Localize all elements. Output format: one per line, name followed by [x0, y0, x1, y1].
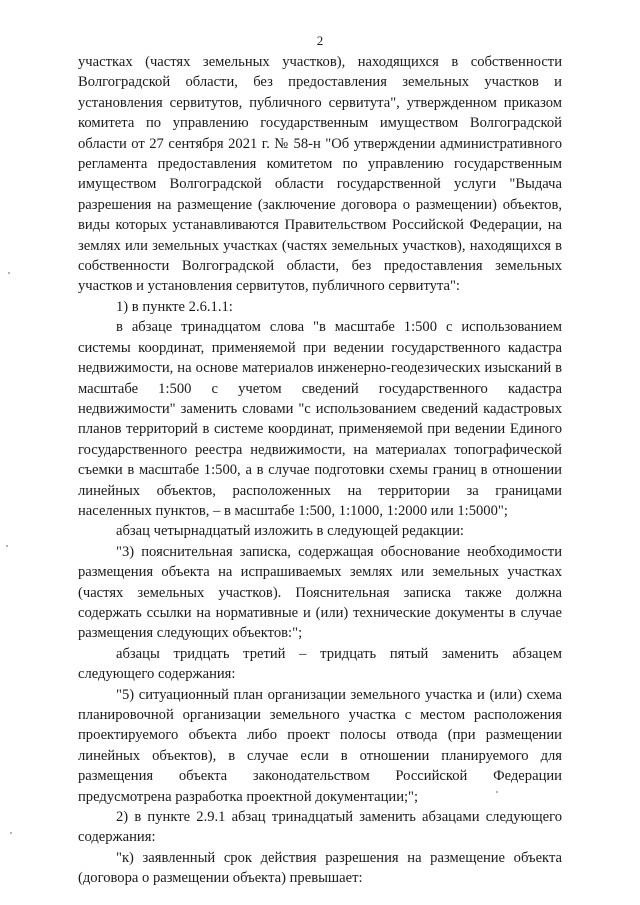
document-body: [78, 52, 562, 889]
scan-speck: [496, 791, 498, 793]
page-number: 2: [316, 33, 324, 48]
paragraph: абзацы тридцать третий – тридцать пятый заменить абзацем следующего содержания:: [78, 645, 562, 683]
paragraph: абзац четырнадцатый изложить в следующей редакции:: [116, 523, 464, 540]
paragraph: "к) заявленный срок действия разрешения на размещение объекта (договора о размещении объекта) превышает:: [78, 849, 562, 887]
paragraph: участках (частях земельных участков), находящихся в собственности Волгоградской области, без предоставления земельных участков и установления сервитутов, публичного сервитута", утвержденном приказом комитета по управлению государственным имуществом Волгоградской области от 27 сентября 2021 г. № 58-н "Об утверждении административного регламента предоставления комитетом по управлению государственным имуществом Волгоградской области государственной услуги "Выдача разрешения на размещение (заключение договора о размещении) объектов, виды которых устанавливаются Правительством Российской Федерации, на землях или земельных участках (частях земельных участков), находящихся в собственности Волгоградской области, без предоставления земельных участков и установления сервитутов, публичного сервитута":: [78, 54, 562, 295]
paragraph: в абзаце тринадцатом слова "в масштабе 1:500 с использованием системы координат, применяемой при ведении государственного кадастра недвижимости, на основе материалов инженерно-геодезических изысканий в масштабе 1:500 с учетом сведений государственного кадастра недвижимости" заменить словами "с использованием сведений кадастровых планов территорий в системе координат, применяемой при ведении Единого государственного реестра недвижимости, на материалах топографической съемки в масштабе 1:500, а в случае подготовки схемы границ в отношении линейных объектов, расположенных на территории за границами населенных пунктов, – в масштабе 1:500, 1:1000, 1:2000 или 1:5000";: [78, 319, 562, 519]
paragraph: "3) пояснительная записка, содержащая обоснование необходимости размещения объекта на испрашиваемых землях или земельных участках (частях земельных участков). Пояснительная записка также должна содержать ссылки на нормативные и (или) технические документы в случае размещения следующих объектов:";: [78, 543, 562, 642]
paragraph: 1) в пункте 2.6.1.1:: [116, 298, 233, 315]
paragraph: 2) в пункте 2.9.1 абзац тринадцатый заменить абзацами следующего содержания:: [78, 809, 562, 846]
scan-speck: [10, 832, 12, 834]
scan-speck: [6, 545, 8, 547]
scan-speck: [8, 272, 10, 274]
paragraph: "5) ситуационный план организации земельного участка и (или) схема планировочной организации земельного участка с местом расположения проектируемого объекта либо проект полосы отвода (при размещении линейных объектов), в случае если в отношении планируемого для размещения объекта законодательством Российской Федерации предусмотрена разработка проектной документации;";: [78, 686, 562, 805]
